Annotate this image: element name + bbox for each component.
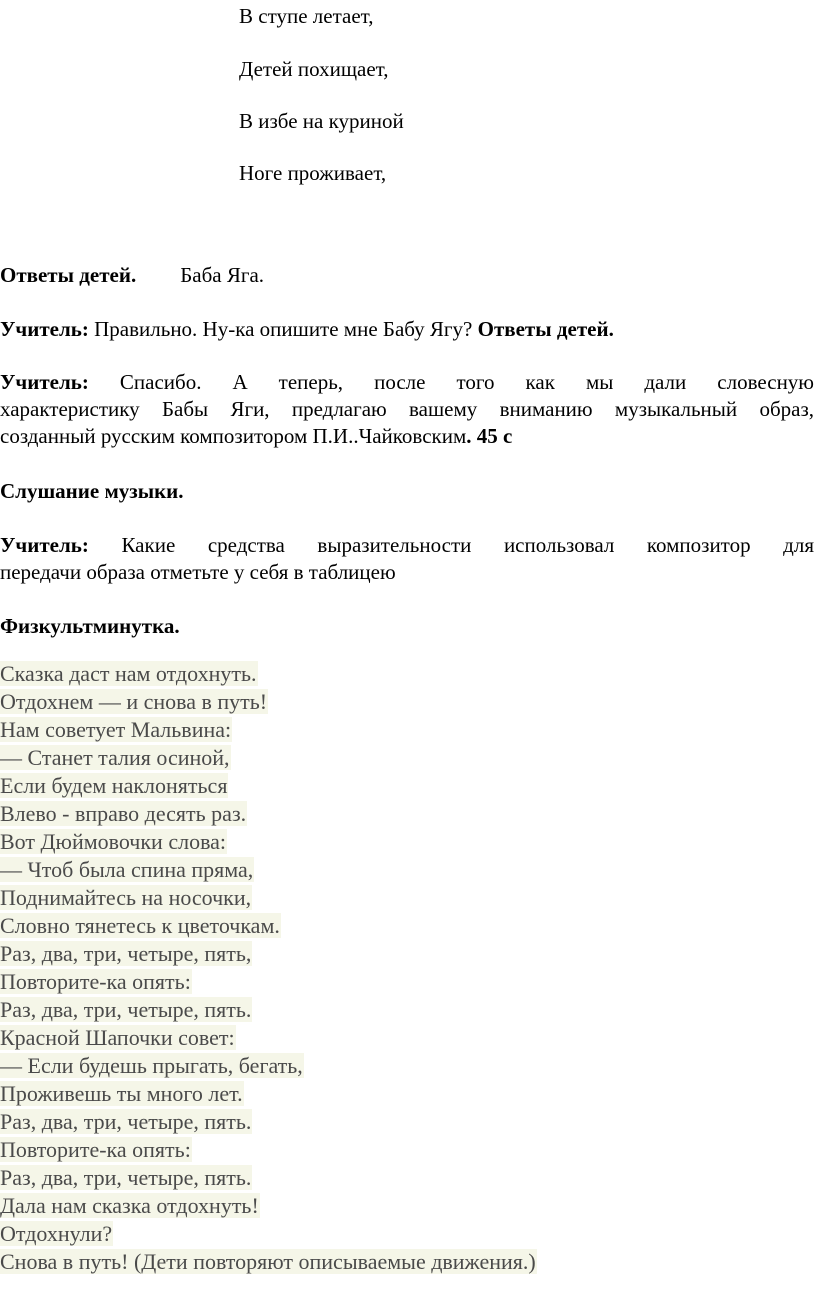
verse-line: Вот Дюймовочки слова: xyxy=(0,829,227,854)
teacher-label: Учитель: xyxy=(0,533,89,557)
riddle-line: Детей похищает, xyxy=(239,57,389,81)
answers-label: Ответы детей. xyxy=(477,317,614,341)
answer-label: Ответы детей. xyxy=(0,263,137,287)
verse-line: Словно тянетесь к цветочкам. xyxy=(0,913,280,938)
riddle-line: В ступе летает, xyxy=(239,4,374,28)
answer-text: Баба Яга. xyxy=(180,263,265,287)
teacher-label: Учитель: xyxy=(0,370,89,394)
verse-line: Раз, два, три, четыре, пять, xyxy=(0,941,252,966)
teacher-text-line1: Какие средства выразительности использовал композитор для xyxy=(88,533,814,557)
verse-line: Отдохнем — и снова в путь! xyxy=(0,689,268,714)
listening-heading xyxy=(0,478,814,505)
teacher-paragraph-3 xyxy=(0,532,814,586)
exercise-title: Физкультминутка. xyxy=(0,614,180,638)
teacher-text-line2: характеристику Бабы Яги, предлагаю вашему вниманию музыкальный образ, xyxy=(0,397,814,421)
teacher-label: Учитель: xyxy=(0,317,89,341)
verse-line: Влево - вправо десять раз. xyxy=(0,801,247,826)
verse-line: Сказка даст нам отдохнуть. xyxy=(0,661,257,686)
teacher-text-line1: Спасибо. А теперь, после того как мы дали словесную xyxy=(88,370,814,394)
verse-line: Повторите-ка опять: xyxy=(0,969,191,994)
exercise-verse xyxy=(0,660,814,1276)
riddle-line: В избе на куриной xyxy=(239,109,404,133)
verse-line: Снова в путь! (Дети повторяют описываемые движения.) xyxy=(0,1249,536,1274)
verse-line: Проживешь ты много лет. xyxy=(0,1081,243,1106)
paragraph-line xyxy=(0,423,814,450)
verse-line: Нам советует Мальвина: xyxy=(0,717,232,742)
paragraph-line xyxy=(0,532,814,559)
listening-title: Слушание музыки. xyxy=(0,479,184,503)
verse-line: — Если будешь прыгать, бегать, xyxy=(0,1053,303,1078)
verse-line: Если будем наклоняться xyxy=(0,773,228,798)
riddle-line: Ноге проживает, xyxy=(239,161,387,185)
verse-line: Дала нам сказка отдохнуть! xyxy=(0,1193,259,1218)
teacher-text-line3: созданный русским композитором П.И..Чайковским xyxy=(0,424,467,448)
verse-line: Повторите-ка опять: xyxy=(0,1137,191,1162)
duration-label: . 45 с xyxy=(466,424,513,448)
verse-line: Раз, два, три, четыре, пять. xyxy=(0,1109,252,1134)
verse-line: — Чтоб была спина пряма, xyxy=(0,857,254,882)
verse-line: — Станет талия осиной, xyxy=(0,745,230,770)
exercise-heading xyxy=(0,613,814,640)
verse-line: Раз, два, три, четыре, пять. xyxy=(0,1165,252,1190)
teacher-text-line2: передачи образа отметьте у себя в таблицею xyxy=(0,560,396,584)
teacher-paragraph-2 xyxy=(0,369,814,450)
verse-line: Отдохнули? xyxy=(0,1221,113,1246)
paragraph-line xyxy=(0,369,814,396)
teacher-text: Правильно. Ну-ка опишите мне Бабу Ягу? xyxy=(88,317,478,341)
verse-line: Раз, два, три, четыре, пять. xyxy=(0,997,252,1022)
teacher-paragraph-1 xyxy=(0,316,814,343)
verse-line: Красной Шапочки совет: xyxy=(0,1025,235,1050)
answer-paragraph xyxy=(0,262,814,289)
verse-line: Поднимайтесь на носочки, xyxy=(0,885,252,910)
